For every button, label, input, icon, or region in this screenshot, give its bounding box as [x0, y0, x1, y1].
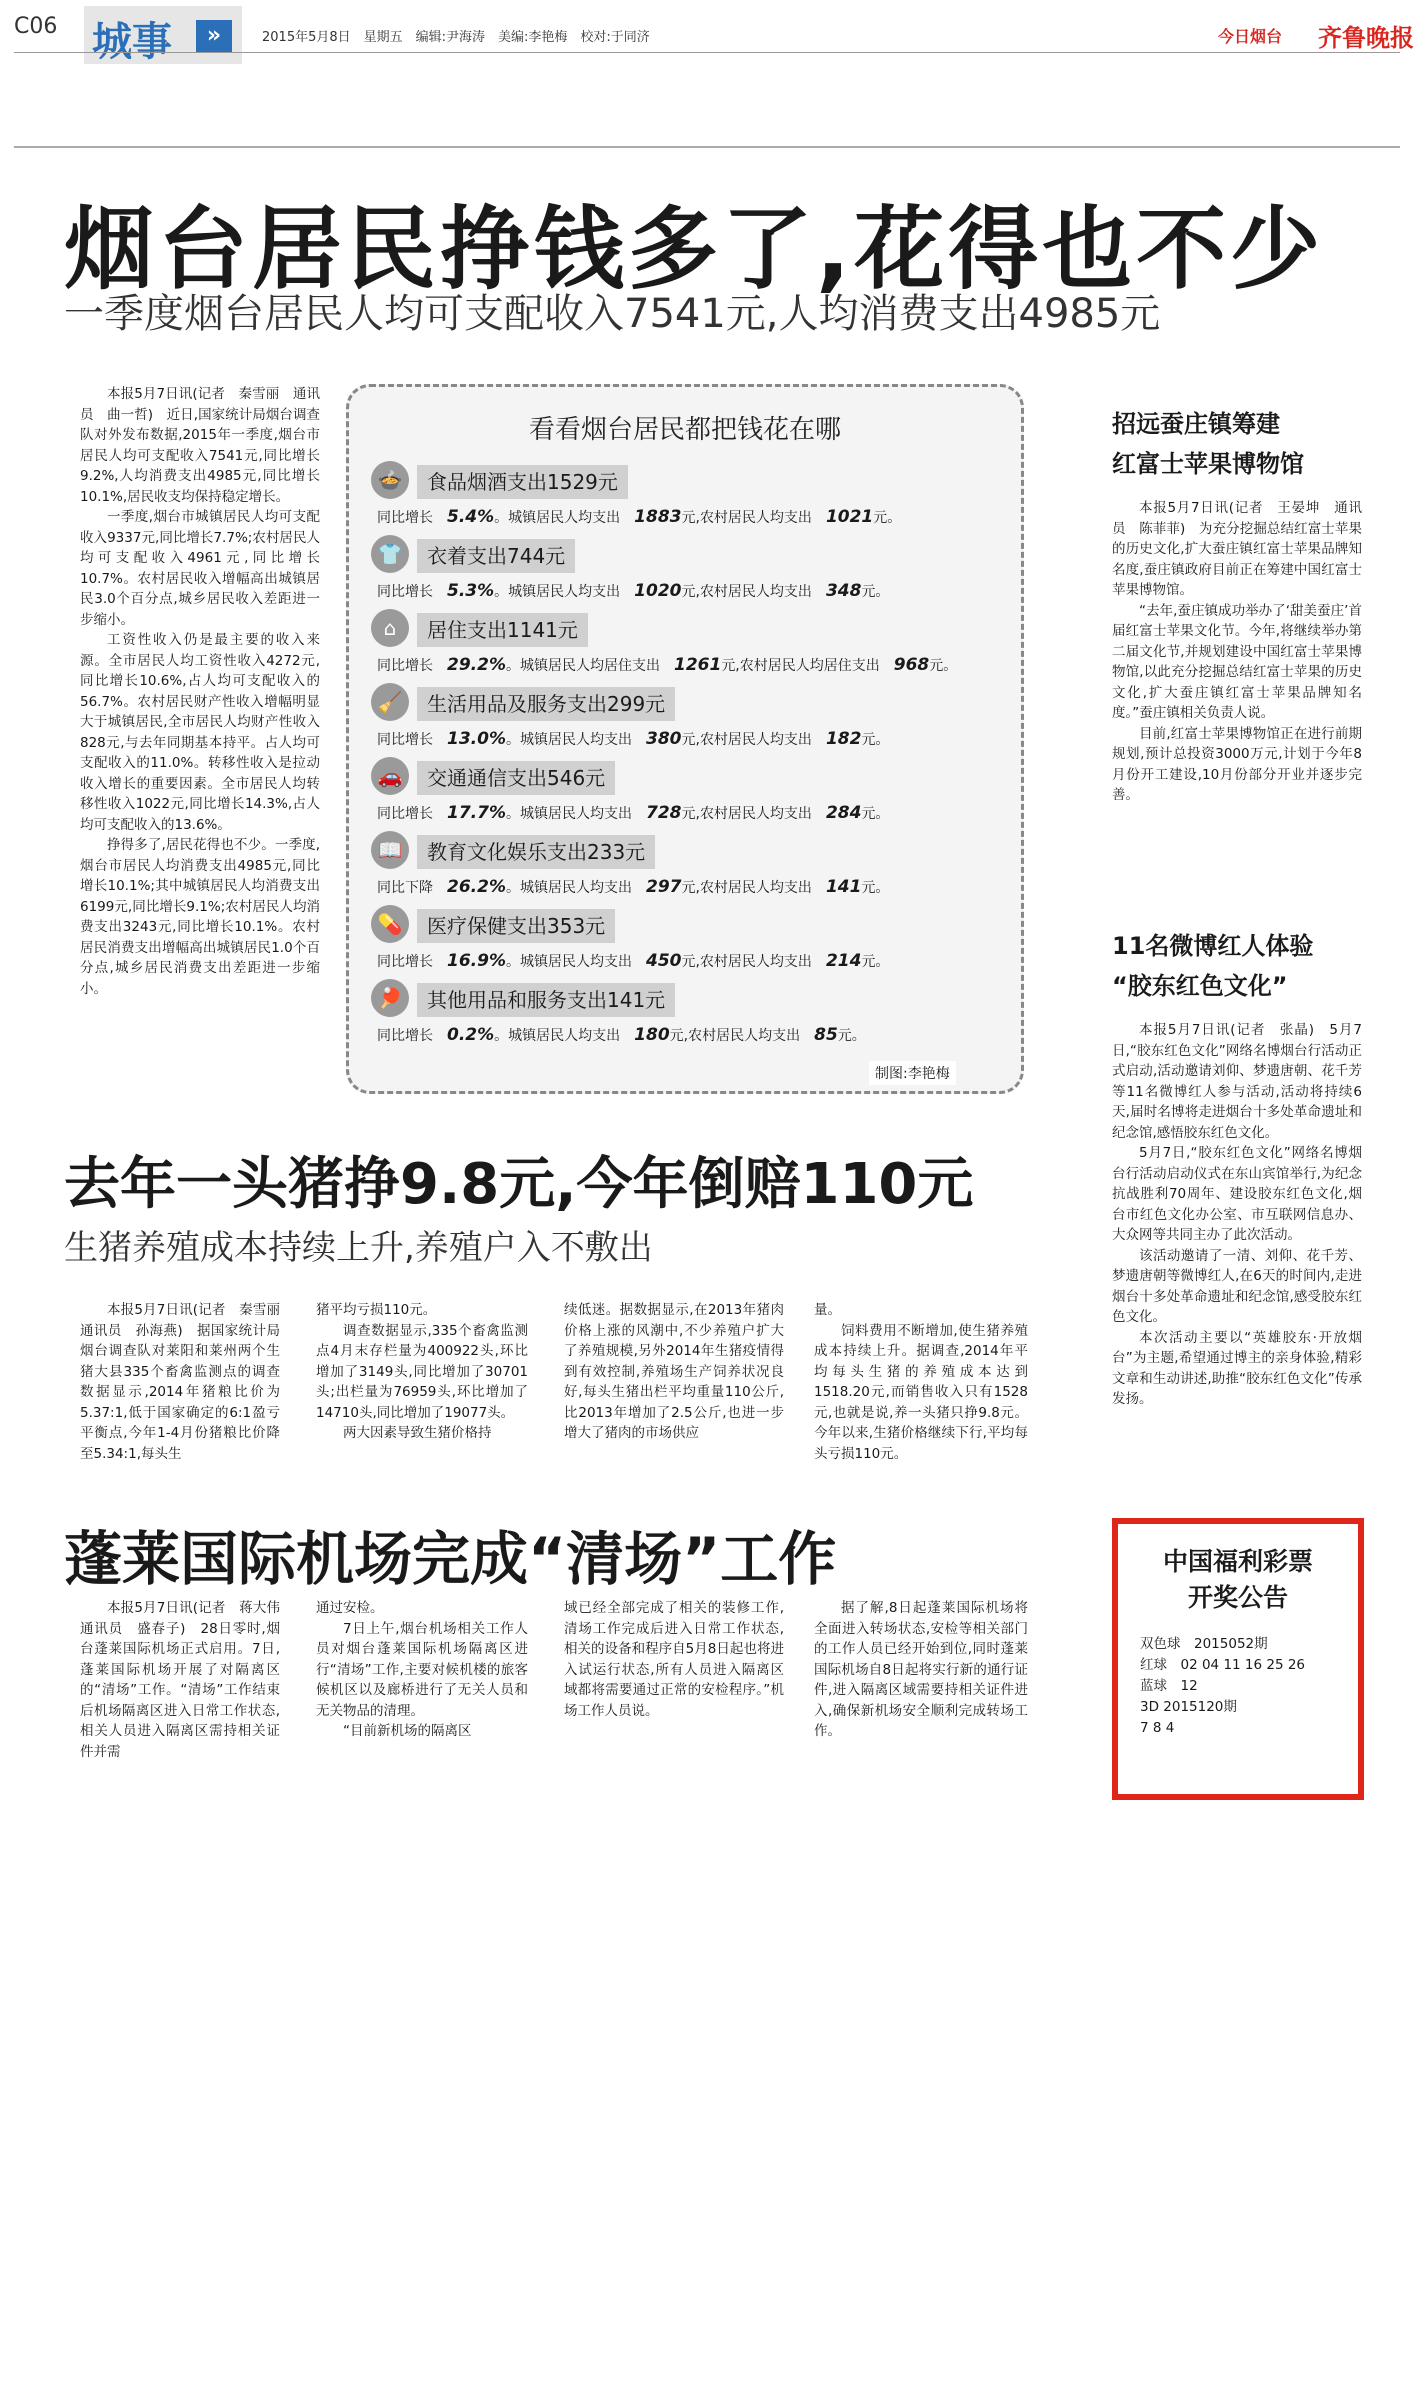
story2-col2 — [316, 1300, 528, 1444]
paragraph: 饲料费用不断增加,使生猪养殖成本持续上升。据调查,2014年平均每头生猪的养殖成本达到1518.20元,而销售收入只有1528元,也就是说,养一头猪只挣9.8元。今年以来,生猪价格继续下行,平均每头亏损110元。 — [814, 1322, 1028, 1462]
chevron-right-icon: » — [196, 20, 232, 52]
spending-row — [371, 461, 1011, 535]
headline-income: 烟台居民挣钱多了,花得也不少 — [64, 197, 1325, 302]
paragraph: 目前,红富士苹果博物馆正在进行前期规划,预计总投资3000万元,计划于今年8月份开工建设,10月份部分开业并逐步完善。 — [1112, 725, 1362, 803]
paragraph: 本报5月7日讯(记者 秦雪丽 通讯员 曲一哲) 近日,国家统计局烟台调查队对外发布数据,2015年一季度,烟台市居民人均可支配收入7541元,同比增长9.2%,人均消费支出4985元,同比增长10.1%,居民收支均保持稳定增长。 — [80, 386, 320, 505]
spending-stat: 同比下降 26.2%。城镇居民人均支出 297元,农村居民人均支出 141元。 — [377, 877, 890, 897]
spending-stat: 同比增长 5.4%。城镇居民人均支出 1883元,农村居民人均支出 1021元。 — [377, 507, 902, 527]
change-pct: 16.9% — [447, 951, 506, 971]
headline-airport: 蓬莱国际机场完成“清场”工作 — [64, 1525, 837, 1593]
sidebar-headline: 11名微博红人体验 — [1112, 932, 1314, 960]
rural-label: 农村居民人均支出 — [699, 880, 812, 896]
house-icon: ⌂ — [371, 609, 409, 647]
urban-value: 728 — [645, 803, 682, 823]
unit: 元。 — [861, 806, 890, 822]
paragraph: 一季度,烟台市城镇居民人均可支配收入9337元,同比增长7.7%;农村居民人均可支配收入4961元,同比增长10.7%。农村居民收入增幅高出城镇居民3.0个百分点,城乡居民收入差距进一步缩小。 — [80, 509, 320, 628]
change-pct: 13.0% — [447, 729, 506, 749]
urban-value: 1020 — [634, 581, 682, 601]
urban-value: 297 — [645, 877, 682, 897]
story3-col4 — [814, 1598, 1028, 1742]
spending-label: 医疗保健支出353元 — [417, 909, 615, 943]
change-label: 同比增长 — [377, 510, 433, 526]
infographic-credit: 制图:李艳梅 — [869, 1061, 956, 1085]
spending-row — [371, 683, 1011, 757]
urban-value: 1883 — [634, 507, 682, 527]
ping-pong-icon: 🏓 — [371, 979, 409, 1017]
story2-col4 — [814, 1300, 1028, 1464]
food-icon: 🍲 — [371, 461, 409, 499]
spending-label: 食品烟酒支出1529元 — [417, 465, 628, 499]
unit: 元。 — [861, 954, 890, 970]
lottery-title-line: 中国福利彩票 — [1162, 1547, 1313, 1576]
paragraph: 工资性收入仍是最主要的收入来源。全市居民人均工资性收入4272元,同比增长10.6%,占人均可支配收入的56.7%。农村居民财产性收入增幅明显大于城镇居民,全市居民人均财产性收入828元,与去年同期基本持平。占人均可支配收入的11.0%。转移性收入是拉动收入增长的重要因素。全市居民人均转移性收入1022元,同比增长14.3%,占人均可支配收入的13.6%。 — [80, 632, 320, 833]
lottery-title-line: 开奖公告 — [1187, 1583, 1288, 1612]
change-pct: 5.4% — [447, 507, 495, 527]
unit: 元, — [681, 954, 700, 970]
paragraph: 续低迷。据数据显示,在2013年猪肉价格上涨的风潮中,不少养殖户扩大了养殖规模,另外2014年生猪疫情得到有效控制,养殖场生产饲养状况良好,每头生猪出栏平均重量110公斤,比2013年增加了2.5公斤,也进一步增大了猪肉的市场供应 — [564, 1302, 784, 1441]
page-number: C06 — [14, 14, 58, 39]
spending-label: 交通通信支出546元 — [417, 761, 615, 795]
spending-row — [371, 535, 1011, 609]
rural-value: 284 — [825, 803, 862, 823]
rural-label: 农村居民人均支出 — [699, 510, 812, 526]
spending-label: 其他用品和服务支出141元 — [417, 983, 675, 1017]
urban-label: 城镇居民人均支出 — [508, 584, 621, 600]
urban-value: 450 — [645, 951, 682, 971]
change-label: 同比增长 — [377, 584, 433, 600]
unit: 元, — [681, 880, 700, 896]
unit: 元, — [681, 584, 700, 600]
change-label: 同比增长 — [377, 732, 433, 748]
rural-value: 85 — [814, 1025, 838, 1045]
rural-label: 农村居民人均支出 — [699, 806, 812, 822]
sidebar-story-apple — [1112, 404, 1362, 806]
unit: 元, — [681, 806, 700, 822]
story1-body — [80, 384, 320, 999]
paragraph: 本报5月7日讯(记者 王晏坤 通讯员 陈菲菲) 为充分挖掘总结红富士苹果的历史文化,扩大蚕庄镇红富士苹果品牌知名度,蚕庄镇政府目前正在筹建中国红富士苹果博物馆。 — [1112, 500, 1362, 598]
lottery-title — [1118, 1544, 1358, 1616]
spending-label: 生活用品及服务支出299元 — [417, 687, 675, 721]
paragraph: 调查数据显示,335个畜禽监测点4月末存栏量为400922头,环比增加了3149头,同比增加了30701头;出栏量为76959头,环比增加了14710头,同比增加了19077头。 — [316, 1322, 528, 1421]
change-pct: 0.2% — [447, 1025, 495, 1045]
urban-value: 1261 — [673, 655, 722, 675]
change-pct: 17.7% — [447, 803, 506, 823]
urban-value: 180 — [634, 1025, 670, 1045]
sidebar-headline: “胶东红色文化” — [1112, 972, 1288, 1000]
spending-row — [371, 831, 1011, 905]
paragraph: 挣得多了,居民花得也不少。一季度,烟台市居民人均消费支出4985元,同比增长10.1%;其中城镇居民人均消费支出6199元,同比增长9.1%;农村居民人均消费支出3243元,同比增长10.1%。农村居民消费支出增幅高出城镇居民1.0个百分点,城乡居民消费支出差距进一步缩小。 — [80, 837, 320, 997]
unit: 元, — [721, 658, 740, 674]
paragraph: 7日上午,烟台机场相关工作人员对烟台蓬莱国际机场隔离区进行“清场”工作,主要对候机楼的旅客候机区以及廊桥进行了无关人员和无关物品的清理。 — [316, 1620, 528, 1719]
urban-value: 380 — [645, 729, 682, 749]
unit: 元。 — [861, 584, 890, 600]
paragraph: 域已经全部完成了相关的装修工作,清场工作完成后进入日常工作状态,相关的设备和程序自5月8日起也将进入试运行状态,所有人员进入隔离区域都将需要通过正常的安检程序。”机场工作人员说。 — [564, 1600, 784, 1719]
sidebar-body — [1112, 498, 1362, 806]
rural-label: 农村居民人均支出 — [699, 732, 812, 748]
urban-label: 城镇居民人均支出 — [519, 806, 632, 822]
paragraph: 5月7日,“胶东红色文化”网络名博烟台行活动启动仪式在东山宾馆举行,为纪念抗战胜利70周年、建设胶东红色文化,烟台市红色文化办公室、市互联网信息办、大众网等共同主办了此次活动。 — [1112, 1145, 1362, 1243]
paragraph: 量。 — [814, 1302, 841, 1318]
story3-col1 — [80, 1598, 294, 1762]
rural-value: 968 — [893, 655, 930, 675]
rural-label: 农村居民人均居住支出 — [739, 658, 880, 674]
spending-infographic — [346, 384, 1024, 1094]
unit: 元, — [669, 1028, 689, 1044]
change-label: 同比增长 — [377, 1028, 433, 1044]
rural-value: 182 — [825, 729, 862, 749]
change-label: 同比增长 — [377, 954, 433, 970]
spending-label: 衣着支出744元 — [417, 539, 575, 573]
paragraph: 据了解,8日起蓬莱国际机场将全面进入转场状态,安检等相关部门的工作人员已经开始到位,同时蓬莱国际机场自8日起将实行新的通行证件,进入隔离区域需要持相关证件进入,确保新机场安全顺利完成转场工作。 — [814, 1600, 1028, 1739]
change-label: 同比增长 — [377, 658, 433, 674]
paragraph: 本报5月7日讯(记者 蒋大伟 通讯员 盛春子) 28日零时,烟台蓬莱国际机场正式启用。7日,蓬莱国际机场开展了对隔离区的“清场”工作。“清场”工作结束后机场隔离区进入日常工作状态,相关人员进入隔离区需持相关证件并需 — [80, 1600, 294, 1760]
header-divider — [14, 52, 1400, 53]
change-pct: 5.3% — [447, 581, 495, 601]
unit: 元, — [681, 510, 700, 526]
change-label: 同比增长 — [377, 806, 433, 822]
rural-label: 农村居民人均支出 — [699, 954, 812, 970]
date-line: 2015年5月8日 星期五 编辑:尹海涛 美编:李艳梅 校对:于同济 — [262, 30, 650, 45]
spending-stat: 同比增长 13.0%。城镇居民人均支出 380元,农村居民人均支出 182元。 — [377, 729, 890, 749]
subhead-income: 一季度烟台居民人均可支配收入7541元,人均消费支出4985元 — [64, 291, 1161, 337]
paragraph: 本次活动主要以“英雄胶东·开放烟台”为主题,希望通过博主的亲身体验,精彩文章和生动讲述,助推“胶东红色文化”传承发扬。 — [1112, 1329, 1362, 1407]
spending-row — [371, 905, 1011, 979]
urban-label: 城镇居民人均支出 — [508, 1028, 621, 1044]
spending-stat: 同比增长 0.2%。城镇居民人均支出 180元,农村居民人均支出 85元。 — [377, 1025, 866, 1045]
unit: 元。 — [873, 510, 902, 526]
headline-pigs: 去年一头猪挣9.8元,今年倒赔110元 — [64, 1152, 974, 1217]
infographic-title: 看看烟台居民都把钱花在哪 — [528, 415, 841, 445]
spending-label: 居住支出1141元 — [417, 613, 588, 647]
spending-stat: 同比增长 5.3%。城镇居民人均支出 1020元,农村居民人均支出 348元。 — [377, 581, 890, 601]
change-label: 同比下降 — [377, 880, 433, 896]
story2-col1 — [80, 1300, 294, 1464]
subhead-pigs: 生猪养殖成本持续上升,养殖户入不敷出 — [64, 1228, 653, 1268]
top-rule — [14, 146, 1400, 148]
urban-label: 城镇居民人均支出 — [508, 510, 621, 526]
today-tag: 今日烟台 — [1218, 27, 1283, 46]
rural-label: 农村居民人均支出 — [699, 584, 812, 600]
rural-value: 1021 — [825, 507, 874, 527]
urban-label: 城镇居民人均支出 — [519, 954, 632, 970]
rural-value: 348 — [825, 581, 862, 601]
lottery-notice — [1112, 1518, 1364, 1800]
urban-label: 城镇居民人均居住支出 — [519, 658, 660, 674]
spending-row — [371, 979, 1011, 1053]
change-pct: 29.2% — [447, 655, 506, 675]
shirt-icon: 👕 — [371, 535, 409, 573]
paper-logo: 齐鲁晚报 — [1318, 23, 1414, 52]
paragraph: 两大因素导致生猪价格持 — [343, 1425, 492, 1441]
paragraph: “目前新机场的隔离区 — [343, 1723, 472, 1739]
urban-label: 城镇居民人均支出 — [519, 732, 632, 748]
unit: 元, — [681, 732, 700, 748]
paragraph: 该活动邀请了一清、刘仰、花千芳、梦遗唐朝等微博红人,在6天的时间内,走进烟台十多处革命遗址和纪念馆,感受胶东红色文化。 — [1112, 1247, 1362, 1325]
sidebar-story-weibo — [1112, 926, 1362, 1410]
story3-col2 — [316, 1598, 528, 1742]
sidebar-headline: 红富士苹果博物馆 — [1112, 450, 1304, 478]
lottery-results: 双色球 2015052期 红球 02 04 11 16 25 26 蓝球 12 3D 2015120期 7 8 4 — [1140, 1636, 1306, 1736]
unit: 元。 — [861, 880, 890, 896]
paragraph: 本报5月7日讯(记者 秦雪丽 通讯员 孙海燕) 据国家统计局烟台调查队对莱阳和莱州两个生猪大县335个畜禽监测点的调查数据显示,2014年猪粮比价为5.37:1,低于国家确定的6:1盈亏平衡点,今年1-4月份猪粮比价降至5.34:1,每头生 — [80, 1302, 294, 1462]
household-goods-icon: 🧹 — [371, 683, 409, 721]
rural-value: 141 — [825, 877, 862, 897]
story3-col3 — [564, 1598, 784, 1721]
unit: 元。 — [861, 732, 890, 748]
spending-row — [371, 757, 1011, 831]
section-name: 城事 — [92, 19, 172, 65]
spending-row — [371, 609, 1011, 683]
spending-stat: 同比增长 29.2%。城镇居民人均居住支出 1261元,农村居民人均居住支出 968元。 — [377, 655, 958, 675]
rural-label: 农村居民人均支出 — [688, 1028, 801, 1044]
spending-label: 教育文化娱乐支出233元 — [417, 835, 655, 869]
paragraph: 通过安检。 — [316, 1600, 384, 1616]
paragraph: “去年,蚕庄镇成功举办了‘甜美蚕庄’首届红富士苹果文化节。今年,将继续举办第二届文化节,并规划建设中国红富士苹果博物馆,以此充分挖掘总结红富士苹果的历史文化,扩大蚕庄镇红富士苹果品牌知名度。”蚕庄镇相关负责人说。 — [1112, 602, 1362, 721]
unit: 元。 — [837, 1028, 866, 1044]
sidebar-headline: 招远蚕庄镇筹建 — [1112, 410, 1280, 438]
paragraph: 本报5月7日讯(记者 张晶) 5月7日,“胶东红色文化”网络名博烟台行活动正式启动,活动邀请刘仰、梦遗唐朝、花千芳等11名微博红人参与活动,活动将持续6天,届时名博将走进烟台十多处革命遗址和纪念馆,感悟胶东红色文化。 — [1112, 1022, 1362, 1141]
spending-stat: 同比增长 17.7%。城镇居民人均支出 728元,农村居民人均支出 284元。 — [377, 803, 890, 823]
paragraph: 猪平均亏损110元。 — [316, 1302, 437, 1318]
change-pct: 26.2% — [447, 877, 506, 897]
rural-value: 214 — [825, 951, 862, 971]
book-icon: 📖 — [371, 831, 409, 869]
car-icon: 🚗 — [371, 757, 409, 795]
medicine-icon: 💊 — [371, 905, 409, 943]
urban-label: 城镇居民人均支出 — [519, 880, 632, 896]
unit: 元。 — [929, 658, 958, 674]
story2-col3 — [564, 1300, 784, 1444]
sidebar-body — [1112, 1020, 1362, 1410]
spending-stat: 同比增长 16.9%。城镇居民人均支出 450元,农村居民人均支出 214元。 — [377, 951, 890, 971]
